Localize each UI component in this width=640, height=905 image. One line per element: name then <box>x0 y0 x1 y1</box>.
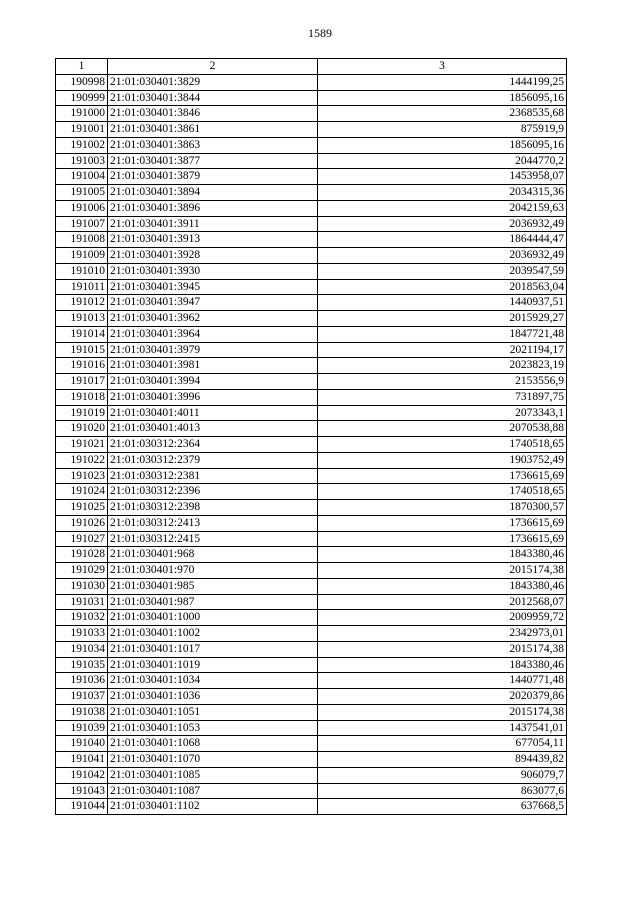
data-table <box>55 58 567 815</box>
table-header-row <box>56 59 567 75</box>
table-row <box>56 137 567 153</box>
table-body <box>56 74 567 814</box>
value-cell: 2015174,38 <box>318 641 567 657</box>
cadastral-number-cell: 21:01:030401:1019 <box>108 657 318 673</box>
table-row <box>56 594 567 610</box>
table-row <box>56 342 567 358</box>
value-cell: 1736615,69 <box>318 531 567 547</box>
table-row <box>56 704 567 720</box>
table-row <box>56 185 567 201</box>
value-cell: 1453958,07 <box>318 169 567 185</box>
row-number-cell: 191022 <box>56 452 108 468</box>
value-cell: 906079,7 <box>318 767 567 783</box>
table-row <box>56 169 567 185</box>
row-number-cell: 191034 <box>56 641 108 657</box>
value-cell: 1444199,25 <box>318 74 567 90</box>
table-row <box>56 799 567 815</box>
value-cell: 2039547,59 <box>318 263 567 279</box>
row-number-cell: 191002 <box>56 137 108 153</box>
cadastral-number-cell: 21:01:030401:3863 <box>108 137 318 153</box>
value-cell: 1736615,69 <box>318 515 567 531</box>
row-number-cell: 191025 <box>56 500 108 516</box>
table-row <box>56 515 567 531</box>
value-cell: 2015929,27 <box>318 311 567 327</box>
row-number-cell: 191027 <box>56 531 108 547</box>
table-row <box>56 767 567 783</box>
table-row <box>56 74 567 90</box>
value-cell: 1440771,48 <box>318 673 567 689</box>
value-cell: 2036932,49 <box>318 216 567 232</box>
column-header-2: 2 <box>108 59 318 75</box>
value-cell: 1740518,65 <box>318 484 567 500</box>
table-row <box>56 248 567 264</box>
value-cell: 875919,9 <box>318 122 567 138</box>
value-cell: 2023823,19 <box>318 358 567 374</box>
value-cell: 863077,6 <box>318 783 567 799</box>
table-row <box>56 547 567 563</box>
cadastral-number-cell: 21:01:030401:3894 <box>108 185 318 201</box>
table-row <box>56 626 567 642</box>
value-cell: 1740518,65 <box>318 437 567 453</box>
table-row <box>56 374 567 390</box>
cadastral-number-cell: 21:01:030401:1068 <box>108 736 318 752</box>
row-number-cell: 191000 <box>56 106 108 122</box>
value-cell: 2042159,63 <box>318 200 567 216</box>
cadastral-number-cell: 21:01:030401:985 <box>108 578 318 594</box>
table-row <box>56 578 567 594</box>
row-number-cell: 191017 <box>56 374 108 390</box>
cadastral-number-cell: 21:01:030401:3861 <box>108 122 318 138</box>
cadastral-number-cell: 21:01:030401:970 <box>108 563 318 579</box>
cadastral-number-cell: 21:01:030401:3913 <box>108 232 318 248</box>
cadastral-number-cell: 21:01:030312:2364 <box>108 437 318 453</box>
column-header-3: 3 <box>318 59 567 75</box>
row-number-cell: 191041 <box>56 752 108 768</box>
cadastral-number-cell: 21:01:030401:1053 <box>108 720 318 736</box>
cadastral-number-cell: 21:01:030401:1087 <box>108 783 318 799</box>
row-number-cell: 191013 <box>56 311 108 327</box>
cadastral-number-cell: 21:01:030401:3911 <box>108 216 318 232</box>
table-row <box>56 421 567 437</box>
table-row <box>56 311 567 327</box>
cadastral-number-cell: 21:01:030401:3994 <box>108 374 318 390</box>
cadastral-number-cell: 21:01:030401:1017 <box>108 641 318 657</box>
cadastral-number-cell: 21:01:030312:2381 <box>108 468 318 484</box>
row-number-cell: 191019 <box>56 405 108 421</box>
value-cell: 2020379,86 <box>318 689 567 705</box>
row-number-cell: 191040 <box>56 736 108 752</box>
table-row <box>56 657 567 673</box>
cadastral-number-cell: 21:01:030401:1036 <box>108 689 318 705</box>
cadastral-number-cell: 21:01:030401:4011 <box>108 405 318 421</box>
row-number-cell: 191023 <box>56 468 108 484</box>
value-cell: 2070538,88 <box>318 421 567 437</box>
table-row <box>56 720 567 736</box>
cadastral-number-cell: 21:01:030401:3877 <box>108 153 318 169</box>
cadastral-number-cell: 21:01:030401:3945 <box>108 279 318 295</box>
cadastral-number-cell: 21:01:030401:3964 <box>108 326 318 342</box>
cadastral-number-cell: 21:01:030401:3979 <box>108 342 318 358</box>
cadastral-number-cell: 21:01:030401:3962 <box>108 311 318 327</box>
table-row <box>56 200 567 216</box>
cadastral-number-cell: 21:01:030401:3947 <box>108 295 318 311</box>
cadastral-number-cell: 21:01:030401:3844 <box>108 90 318 106</box>
value-cell: 1437541,01 <box>318 720 567 736</box>
row-number-cell: 191010 <box>56 263 108 279</box>
value-cell: 1847721,48 <box>318 326 567 342</box>
row-number-cell: 191032 <box>56 610 108 626</box>
row-number-cell: 191006 <box>56 200 108 216</box>
cadastral-number-cell: 21:01:030401:3981 <box>108 358 318 374</box>
row-number-cell: 191029 <box>56 563 108 579</box>
row-number-cell: 191043 <box>56 783 108 799</box>
row-number-cell: 191036 <box>56 673 108 689</box>
cadastral-number-cell: 21:01:030401:968 <box>108 547 318 563</box>
row-number-cell: 191007 <box>56 216 108 232</box>
row-number-cell: 191004 <box>56 169 108 185</box>
value-cell: 1843380,46 <box>318 657 567 673</box>
value-cell: 2015174,38 <box>318 563 567 579</box>
value-cell: 2368535,68 <box>318 106 567 122</box>
cadastral-number-cell: 21:01:030401:987 <box>108 594 318 610</box>
table-row <box>56 468 567 484</box>
table-row <box>56 689 567 705</box>
table-row <box>56 563 567 579</box>
value-cell: 1843380,46 <box>318 547 567 563</box>
table-row <box>56 500 567 516</box>
table-row <box>56 216 567 232</box>
cadastral-number-cell: 21:01:030401:3846 <box>108 106 318 122</box>
table-row <box>56 452 567 468</box>
cadastral-number-cell: 21:01:030401:1000 <box>108 610 318 626</box>
page-number: 1589 <box>308 26 332 40</box>
table-row <box>56 153 567 169</box>
row-number-cell: 191021 <box>56 437 108 453</box>
value-cell: 1856095,16 <box>318 137 567 153</box>
value-cell: 2153556,9 <box>318 374 567 390</box>
value-cell: 2015174,38 <box>318 704 567 720</box>
cadastral-number-cell: 21:01:030401:1085 <box>108 767 318 783</box>
value-cell: 2018563,04 <box>318 279 567 295</box>
row-number-cell: 191033 <box>56 626 108 642</box>
row-number-cell: 191005 <box>56 185 108 201</box>
value-cell: 1856095,16 <box>318 90 567 106</box>
table-row <box>56 752 567 768</box>
cadastral-number-cell: 21:01:030401:3879 <box>108 169 318 185</box>
table-row <box>56 610 567 626</box>
cadastral-number-cell: 21:01:030401:3829 <box>108 74 318 90</box>
value-cell: 2342973,01 <box>318 626 567 642</box>
cadastral-number-cell: 21:01:030401:4013 <box>108 421 318 437</box>
value-cell: 677054,11 <box>318 736 567 752</box>
row-number-cell: 191030 <box>56 578 108 594</box>
table-row <box>56 232 567 248</box>
value-cell: 731897,75 <box>318 389 567 405</box>
value-cell: 1843380,46 <box>318 578 567 594</box>
value-cell: 1870300,57 <box>318 500 567 516</box>
column-header-1: 1 <box>56 59 108 75</box>
row-number-cell: 191020 <box>56 421 108 437</box>
table-row <box>56 295 567 311</box>
row-number-cell: 191011 <box>56 279 108 295</box>
table-row <box>56 437 567 453</box>
row-number-cell: 191014 <box>56 326 108 342</box>
table-row <box>56 531 567 547</box>
cadastral-number-cell: 21:01:030401:1070 <box>108 752 318 768</box>
cadastral-number-cell: 21:01:030401:1002 <box>108 626 318 642</box>
table-row <box>56 263 567 279</box>
cadastral-number-cell: 21:01:030401:1034 <box>108 673 318 689</box>
row-number-cell: 191012 <box>56 295 108 311</box>
table-row <box>56 736 567 752</box>
value-cell: 1440937,51 <box>318 295 567 311</box>
value-cell: 2036932,49 <box>318 248 567 264</box>
value-cell: 637668,5 <box>318 799 567 815</box>
value-cell: 1736615,69 <box>318 468 567 484</box>
row-number-cell: 191009 <box>56 248 108 264</box>
table-row <box>56 90 567 106</box>
cadastral-number-cell: 21:01:030401:3896 <box>108 200 318 216</box>
table-row <box>56 358 567 374</box>
row-number-cell: 191008 <box>56 232 108 248</box>
row-number-cell: 191018 <box>56 389 108 405</box>
table-row <box>56 673 567 689</box>
row-number-cell: 191037 <box>56 689 108 705</box>
cadastral-number-cell: 21:01:030401:3930 <box>108 263 318 279</box>
cadastral-number-cell: 21:01:030401:3928 <box>108 248 318 264</box>
row-number-cell: 190998 <box>56 74 108 90</box>
row-number-cell: 191031 <box>56 594 108 610</box>
table-row <box>56 783 567 799</box>
value-cell: 1903752,49 <box>318 452 567 468</box>
table-row <box>56 641 567 657</box>
row-number-cell: 191024 <box>56 484 108 500</box>
cadastral-number-cell: 21:01:030312:2398 <box>108 500 318 516</box>
cadastral-number-cell: 21:01:030312:2415 <box>108 531 318 547</box>
value-cell: 894439,82 <box>318 752 567 768</box>
value-cell: 2009959,72 <box>318 610 567 626</box>
value-cell: 1864444,47 <box>318 232 567 248</box>
row-number-cell: 191035 <box>56 657 108 673</box>
table-row <box>56 484 567 500</box>
row-number-cell: 191028 <box>56 547 108 563</box>
value-cell: 2073343,1 <box>318 405 567 421</box>
value-cell: 2021194,17 <box>318 342 567 358</box>
cadastral-number-cell: 21:01:030312:2396 <box>108 484 318 500</box>
table-row <box>56 106 567 122</box>
cadastral-number-cell: 21:01:030401:3996 <box>108 389 318 405</box>
row-number-cell: 191001 <box>56 122 108 138</box>
row-number-cell: 191016 <box>56 358 108 374</box>
cadastral-number-cell: 21:01:030401:1102 <box>108 799 318 815</box>
value-cell: 2012568,07 <box>318 594 567 610</box>
value-cell: 2034315,36 <box>318 185 567 201</box>
row-number-cell: 191044 <box>56 799 108 815</box>
row-number-cell: 191003 <box>56 153 108 169</box>
table-row <box>56 279 567 295</box>
row-number-cell: 191042 <box>56 767 108 783</box>
row-number-cell: 191026 <box>56 515 108 531</box>
cadastral-number-cell: 21:01:030312:2413 <box>108 515 318 531</box>
table-row <box>56 326 567 342</box>
table-row <box>56 389 567 405</box>
table-row <box>56 122 567 138</box>
value-cell: 2044770,2 <box>318 153 567 169</box>
cadastral-number-cell: 21:01:030401:1051 <box>108 704 318 720</box>
row-number-cell: 190999 <box>56 90 108 106</box>
row-number-cell: 191015 <box>56 342 108 358</box>
row-number-cell: 191039 <box>56 720 108 736</box>
cadastral-number-cell: 21:01:030312:2379 <box>108 452 318 468</box>
row-number-cell: 191038 <box>56 704 108 720</box>
table-row <box>56 405 567 421</box>
